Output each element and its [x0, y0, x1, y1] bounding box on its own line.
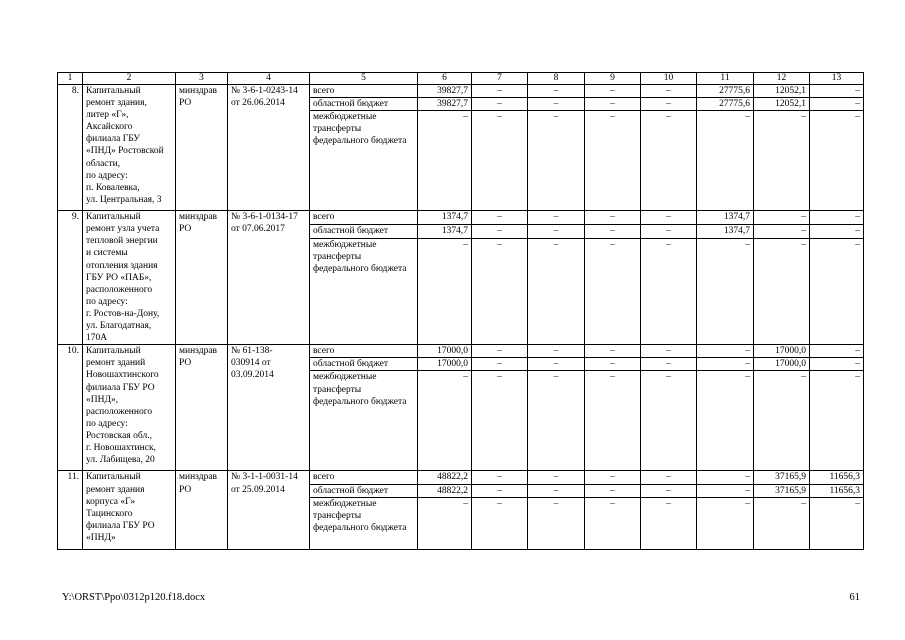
amount-cell: –: [585, 225, 641, 239]
amount-cell: 17000,0: [418, 358, 472, 371]
table-row: [58, 471, 864, 484]
document-cell: № 3-1-1-0031-14 от 25.09.2014: [228, 471, 310, 549]
column-header: 2: [83, 73, 176, 85]
amount-cell: 17000,0: [418, 345, 472, 358]
column-header: 3: [176, 73, 228, 85]
funding-source-cell: областной бюджет: [310, 98, 418, 111]
amount-cell: –: [528, 85, 585, 98]
funding-source-cell: областной бюджет: [310, 484, 418, 497]
amount-cell: –: [641, 211, 697, 225]
amount-cell: 17000,0: [754, 358, 810, 371]
amount-cell: 17000,0: [754, 345, 810, 358]
amount-cell: –: [754, 111, 810, 211]
amount-cell: –: [697, 484, 754, 497]
column-header: 1: [58, 73, 83, 85]
amount-cell: –: [472, 358, 528, 371]
amount-cell: –: [528, 225, 585, 239]
column-header: 7: [472, 73, 528, 85]
amount-cell: –: [528, 497, 585, 549]
funding-source-cell: всего: [310, 471, 418, 484]
column-header: 13: [810, 73, 864, 85]
amount-cell: –: [472, 345, 528, 358]
amount-cell: –: [585, 484, 641, 497]
amount-cell: –: [585, 371, 641, 471]
amount-cell: –: [754, 497, 810, 549]
table-row: [58, 85, 864, 98]
amount-cell: –: [641, 497, 697, 549]
amount-cell: –: [528, 358, 585, 371]
amount-cell: –: [528, 484, 585, 497]
amount-cell: –: [810, 225, 864, 239]
amount-cell: –: [810, 111, 864, 211]
column-header: 11: [697, 73, 754, 85]
amount-cell: –: [641, 484, 697, 497]
amount-cell: –: [472, 371, 528, 471]
amount-cell: –: [810, 345, 864, 358]
amount-cell: –: [585, 358, 641, 371]
amount-cell: 48822,2: [418, 471, 472, 484]
amount-cell: –: [418, 371, 472, 471]
amount-cell: –: [754, 225, 810, 239]
amount-cell: 11656,3: [810, 484, 864, 497]
row-number-cell: 11.: [58, 471, 83, 549]
organization-cell: минздрав РО: [176, 471, 228, 549]
amount-cell: –: [472, 225, 528, 239]
amount-cell: –: [585, 497, 641, 549]
row-number-cell: 9.: [58, 211, 83, 345]
amount-cell: 1374,7: [418, 225, 472, 239]
funding-source-cell: межбюджетные трансферты федерального бюджета: [310, 497, 418, 549]
amount-cell: –: [528, 111, 585, 211]
funding-source-cell: всего: [310, 345, 418, 358]
amount-cell: –: [585, 85, 641, 98]
funding-source-cell: межбюджетные трансферты федерального бюджета: [310, 371, 418, 471]
amount-cell: –: [418, 239, 472, 345]
amount-cell: 39827,7: [418, 98, 472, 111]
row-number-cell: 10.: [58, 345, 83, 471]
amount-cell: 11656,3: [810, 471, 864, 484]
column-header: 5: [310, 73, 418, 85]
amount-cell: –: [585, 471, 641, 484]
amount-cell: –: [697, 358, 754, 371]
funding-source-cell: всего: [310, 85, 418, 98]
amount-cell: –: [585, 345, 641, 358]
document-cell: № 61-138- 030914 от 03.09.2014: [228, 345, 310, 471]
amount-cell: –: [585, 211, 641, 225]
amount-cell: –: [528, 371, 585, 471]
amount-cell: –: [810, 98, 864, 111]
row-number-cell: 8.: [58, 85, 83, 211]
amount-cell: –: [641, 239, 697, 345]
funding-source-cell: межбюджетные трансферты федерального бюджета: [310, 239, 418, 345]
amount-cell: –: [810, 358, 864, 371]
amount-cell: –: [472, 471, 528, 484]
amount-cell: 1374,7: [418, 211, 472, 225]
column-header: 6: [418, 73, 472, 85]
table-row: [58, 211, 864, 225]
amount-cell: –: [641, 358, 697, 371]
amount-cell: –: [641, 85, 697, 98]
object-name-cell: Капитальный ремонт здания, литер «Г», Аксайского филиала ГБУ «ПНД» Ростовской области, по адресу: п. Ковалевка, ул. Центральная, 3: [83, 85, 176, 211]
amount-cell: –: [641, 345, 697, 358]
column-header: 9: [585, 73, 641, 85]
organization-cell: минздрав РО: [176, 211, 228, 345]
amount-cell: –: [528, 211, 585, 225]
amount-cell: –: [472, 497, 528, 549]
funding-source-cell: всего: [310, 211, 418, 225]
amount-cell: –: [641, 471, 697, 484]
column-header: 10: [641, 73, 697, 85]
amount-cell: 12052,1: [754, 85, 810, 98]
page-number: 61: [849, 592, 860, 603]
amount-cell: –: [585, 239, 641, 345]
amount-cell: –: [528, 239, 585, 345]
amount-cell: –: [754, 239, 810, 345]
amount-cell: –: [472, 111, 528, 211]
column-number-row: [58, 73, 864, 85]
amount-cell: –: [585, 111, 641, 211]
amount-cell: –: [697, 111, 754, 211]
amount-cell: –: [528, 345, 585, 358]
amount-cell: –: [418, 111, 472, 211]
column-header: 8: [528, 73, 585, 85]
amount-cell: –: [697, 471, 754, 484]
budget-table: [57, 72, 864, 550]
amount-cell: –: [810, 371, 864, 471]
amount-cell: 1374,7: [697, 225, 754, 239]
document-cell: № 3-6-1-0243-14 от 26.06.2014: [228, 85, 310, 211]
amount-cell: –: [754, 371, 810, 471]
amount-cell: –: [641, 225, 697, 239]
amount-cell: –: [810, 239, 864, 345]
object-name-cell: Капитальный ремонт здания корпуса «Г» Тацинского филиала ГБУ РО «ПНД»: [83, 471, 176, 549]
amount-cell: 27775,6: [697, 98, 754, 111]
footer-file-path: Y:\ORST\Ppo\0312p120.f18.docx: [62, 592, 206, 603]
amount-cell: –: [697, 497, 754, 549]
organization-cell: минздрав РО: [176, 85, 228, 211]
amount-cell: –: [472, 211, 528, 225]
amount-cell: –: [472, 484, 528, 497]
organization-cell: минздрав РО: [176, 345, 228, 471]
funding-source-cell: областной бюджет: [310, 358, 418, 371]
amount-cell: –: [697, 371, 754, 471]
amount-cell: –: [641, 98, 697, 111]
amount-cell: –: [418, 497, 472, 549]
amount-cell: –: [472, 239, 528, 345]
funding-source-cell: областной бюджет: [310, 225, 418, 239]
amount-cell: –: [528, 471, 585, 484]
amount-cell: 37165,9: [754, 471, 810, 484]
amount-cell: 27775,6: [697, 85, 754, 98]
object-name-cell: Капитальный ремонт зданий Новошахтинского филиала ГБУ РО «ПНД», расположенного по адресу: Ростовская обл., г. Новошахтинск, ул. Лабищева, 20: [83, 345, 176, 471]
column-header: 12: [754, 73, 810, 85]
amount-cell: –: [641, 111, 697, 211]
table-row: [58, 345, 864, 358]
column-header: 4: [228, 73, 310, 85]
funding-source-cell: межбюджетные трансферты федерального бюджета: [310, 111, 418, 211]
amount-cell: –: [810, 85, 864, 98]
amount-cell: 37165,9: [754, 484, 810, 497]
amount-cell: –: [585, 98, 641, 111]
amount-cell: –: [810, 497, 864, 549]
amount-cell: –: [472, 85, 528, 98]
amount-cell: 39827,7: [418, 85, 472, 98]
object-name-cell: Капитальный ремонт узла учета тепловой энергии и системы отопления здания ГБУ РО «ПАБ», расположенного по адресу: г. Ростов-на-Дону, ул. Благодатная, 170А: [83, 211, 176, 345]
amount-cell: 48822,2: [418, 484, 472, 497]
amount-cell: –: [472, 98, 528, 111]
amount-cell: –: [697, 239, 754, 345]
amount-cell: –: [754, 211, 810, 225]
amount-cell: 12052,1: [754, 98, 810, 111]
document-cell: № 3-6-1-0134-17 от 07.06.2017: [228, 211, 310, 345]
amount-cell: –: [810, 211, 864, 225]
amount-cell: –: [641, 371, 697, 471]
amount-cell: –: [697, 345, 754, 358]
amount-cell: –: [528, 98, 585, 111]
amount-cell: 1374,7: [697, 211, 754, 225]
